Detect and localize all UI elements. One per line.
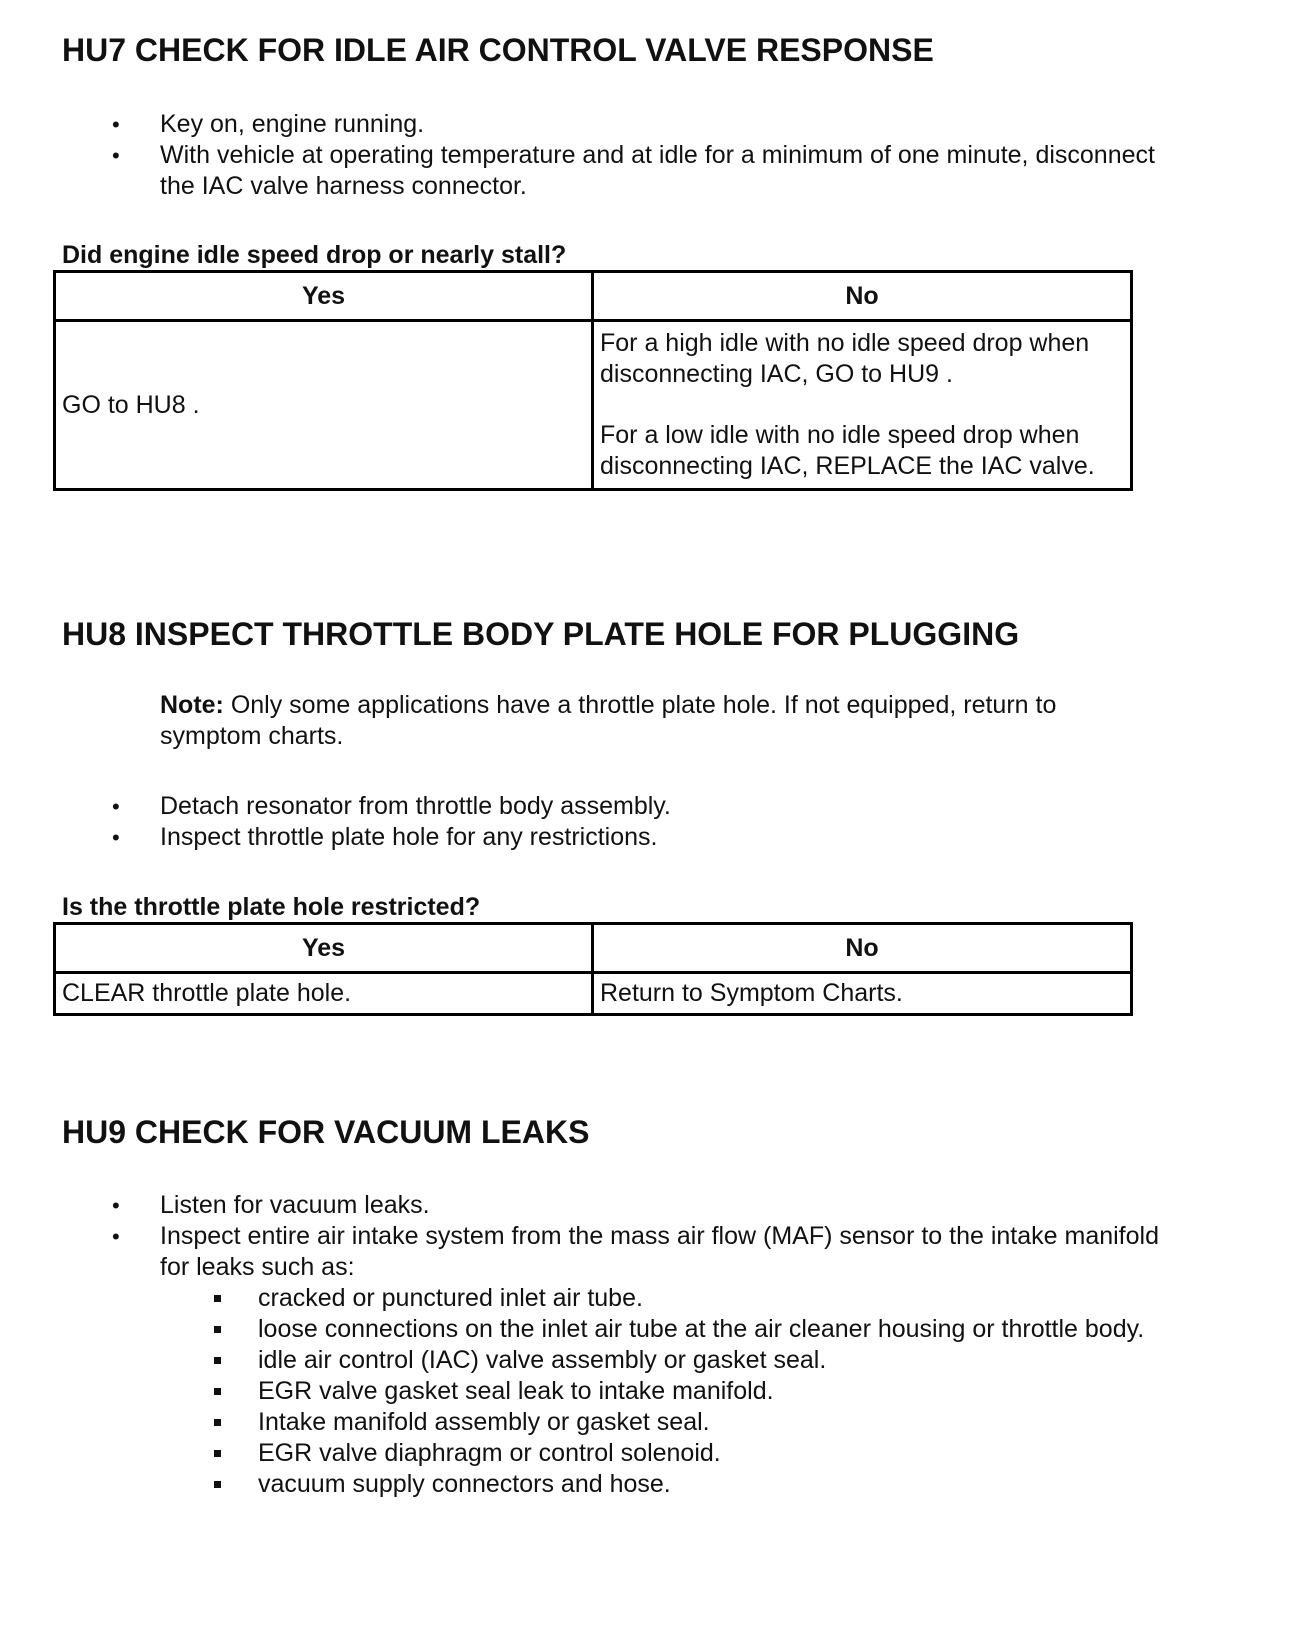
note-label: Note: <box>160 691 224 719</box>
note-text: Only some applications have a throttle plate hole. If not equipped, return to symptom charts. <box>160 691 1057 750</box>
list-item: • Detach resonator from throttle body assembly. <box>0 791 1160 822</box>
sub-list-item: EGR valve diaphragm or control solenoid. <box>160 1438 1160 1469</box>
list-item-text: Inspect entire air intake system from the mass air flow (MAF) sensor to the intake manifold for leaks such as: <box>160 1222 1159 1281</box>
table-header-row <box>55 272 1132 321</box>
hu7-decision-table <box>53 270 1133 491</box>
sub-list-item: loose connections on the inlet air tube at the air cleaner housing or throttle body. <box>160 1314 1160 1345</box>
hu9-title: HU9 CHECK FOR VACUUM LEAKS <box>62 1114 590 1150</box>
list-item: • Inspect throttle plate hole for any restrictions. <box>0 822 1160 853</box>
no-cell <box>593 321 1132 490</box>
sub-list-item: idle air control (IAC) valve assembly or gasket seal. <box>160 1345 1160 1376</box>
sub-list-item: Intake manifold assembly or gasket seal. <box>160 1407 1160 1438</box>
sub-list-item: EGR valve gasket seal leak to intake manifold. <box>160 1376 1160 1407</box>
list-item: • Listen for vacuum leaks. <box>0 1190 1160 1221</box>
hu7-bullet-list <box>0 109 1160 202</box>
hu9-bullet-list <box>0 1190 1160 1500</box>
table-row <box>55 973 1132 1015</box>
sub-list-item: vacuum supply connectors and hose. <box>160 1469 1160 1500</box>
list-item: • Key on, engine running. <box>0 109 1160 140</box>
no-cell: Return to Symptom Charts. <box>593 973 1132 1015</box>
no-low-idle-text: For a low idle with no idle speed drop when disconnecting IAC, REPLACE the IAC valve. <box>600 421 1095 480</box>
yes-cell: GO to HU8 . <box>55 321 593 490</box>
yes-cell: CLEAR throttle plate hole. <box>55 973 593 1015</box>
sub-list-item: cracked or punctured inlet air tube. <box>160 1283 1160 1314</box>
hu7-question: Did engine idle speed drop or nearly stall? <box>62 241 567 269</box>
hu8-note <box>160 690 1160 752</box>
table-header-row <box>55 924 1132 973</box>
hu8-title: HU8 INSPECT THROTTLE BODY PLATE HOLE FOR PLUGGING <box>62 616 1020 652</box>
hu7-title: HU7 CHECK FOR IDLE AIR CONTROL VALVE RESPONSE <box>62 32 934 68</box>
yes-header: Yes <box>55 924 593 973</box>
no-header: No <box>593 924 1132 973</box>
hu9-sub-bullet-list <box>160 1283 1160 1500</box>
hu8-question: Is the throttle plate hole restricted? <box>62 893 481 921</box>
hu8-bullet-list <box>0 791 1160 853</box>
table-row <box>55 321 1132 490</box>
no-high-idle-text: For a high idle with no idle speed drop when disconnecting IAC, GO to HU9 . <box>600 329 1090 388</box>
no-header: No <box>593 272 1132 321</box>
list-item <box>0 1221 1160 1500</box>
yes-header: Yes <box>55 272 593 321</box>
list-item: • With vehicle at operating temperature and at idle for a minimum of one minute, disconnect the IAC valve harness connector. <box>0 140 1160 202</box>
hu8-decision-table <box>53 922 1133 1016</box>
